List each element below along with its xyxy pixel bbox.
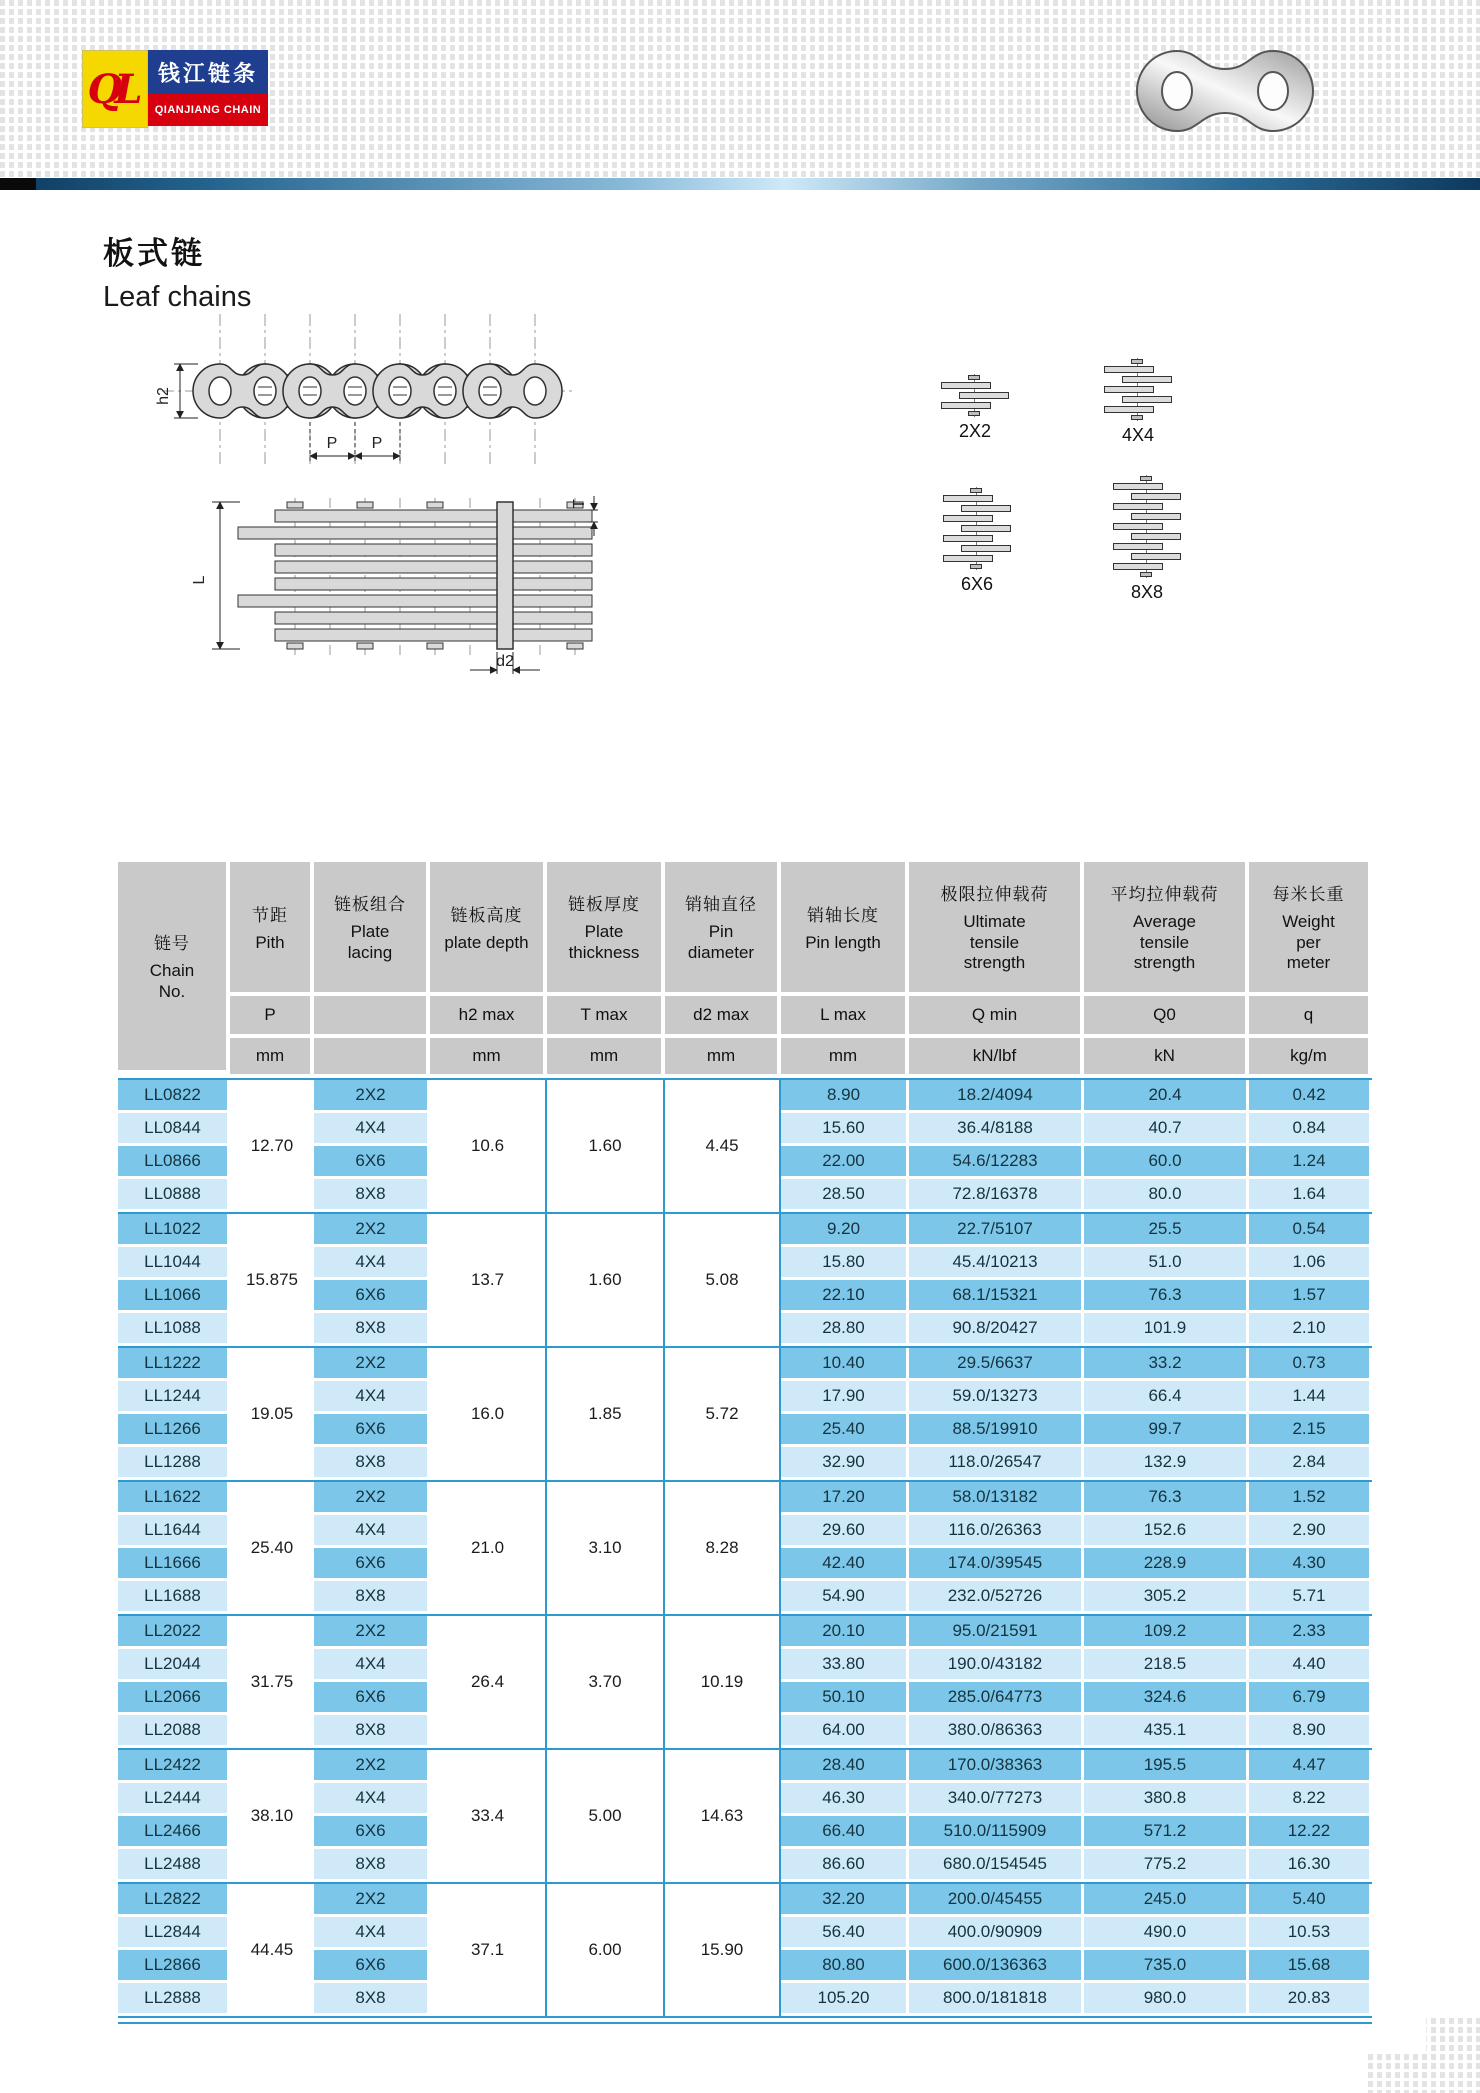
- dim-label-p1: P: [326, 435, 338, 452]
- header-weight: 每米长重 Weight per meter: [1249, 862, 1372, 996]
- weight-cell: 5.40: [1249, 1884, 1372, 1917]
- pin-cap: [968, 375, 980, 380]
- ultimate-strength-cell: 190.0/43182: [909, 1649, 1084, 1682]
- ultimate-strength-cell: 174.0/39545: [909, 1548, 1084, 1581]
- plate-bar: [1122, 376, 1172, 383]
- lacing-cell: 2X2: [314, 1348, 430, 1381]
- lacing-cell: 8X8: [314, 1983, 430, 2016]
- header-ultimate: 极限拉伸载荷 Ultimate tensile strength: [909, 862, 1084, 996]
- pin-length-cell: 8.90: [781, 1080, 909, 1113]
- chain-no-cell: LL2466: [118, 1816, 230, 1849]
- plate-bar: [1104, 386, 1154, 393]
- lacing-cell: 6X6: [314, 1816, 430, 1849]
- weight-cell: 15.68: [1249, 1950, 1372, 1983]
- chain-no-cell: LL0866: [118, 1146, 230, 1179]
- ultimate-strength-cell: 88.5/19910: [909, 1414, 1084, 1447]
- average-strength-cell: 60.0: [1084, 1146, 1249, 1179]
- header-unit-pin-diameter: mm: [665, 1038, 781, 1074]
- chain-group: [118, 1882, 1372, 2018]
- header-symbol-lacing: [314, 996, 430, 1038]
- header-chain-no: 链号 Chain No.: [118, 862, 230, 1074]
- ultimate-strength-cell: 680.0/154545: [909, 1849, 1084, 1882]
- plate-thickness-cell: 1.85: [547, 1348, 665, 1480]
- plate-bar: [1122, 396, 1172, 403]
- lacing-plates-8x8: [1113, 483, 1181, 570]
- header-symbol-ultimate: Q min: [909, 996, 1084, 1038]
- pin-length-cell: 80.80: [781, 1950, 909, 1983]
- weight-cell: 0.42: [1249, 1080, 1372, 1113]
- lacing-cell: 6X6: [314, 1682, 430, 1715]
- table-header: [118, 862, 1372, 1074]
- ultimate-strength-cell: 400.0/90909: [909, 1917, 1084, 1950]
- header-plate-depth: 链板高度 plate depth: [430, 862, 547, 996]
- lacing-cell: 6X6: [314, 1950, 430, 1983]
- weight-cell: 2.10: [1249, 1313, 1372, 1346]
- chain-no-cell: LL2088: [118, 1715, 230, 1748]
- pin-length-cell: 46.30: [781, 1783, 909, 1816]
- chain-no-cell: LL1644: [118, 1515, 230, 1548]
- plate-bar: [941, 382, 991, 389]
- pin-length-cell: 56.40: [781, 1917, 909, 1950]
- chain-no-cell: LL2422: [118, 1750, 230, 1783]
- ultimate-strength-cell: 36.4/8188: [909, 1113, 1084, 1146]
- header-unit-weight: kg/m: [1249, 1038, 1372, 1074]
- weight-cell: 12.22: [1249, 1816, 1372, 1849]
- weight-cell: 8.90: [1249, 1715, 1372, 1748]
- weight-cell: 2.84: [1249, 1447, 1372, 1480]
- plate-bar: [943, 495, 993, 502]
- header-unit-ultimate: kN/lbf: [909, 1038, 1084, 1074]
- pin-length-cell: 28.50: [781, 1179, 909, 1212]
- pin-diameter-cell: 14.63: [665, 1750, 781, 1882]
- pitch-cell: 19.05: [230, 1348, 314, 1480]
- ultimate-strength-cell: 380.0/86363: [909, 1715, 1084, 1748]
- page-title-en: Leaf chains: [103, 281, 252, 313]
- pin-length-cell: 22.10: [781, 1280, 909, 1313]
- plate-bar: [1113, 563, 1163, 570]
- plate-thickness-cell: 3.10: [547, 1482, 665, 1614]
- pin-length-cell: 42.40: [781, 1548, 909, 1581]
- pitch-cell: 38.10: [230, 1750, 314, 1882]
- pin-length-cell: 86.60: [781, 1849, 909, 1882]
- plate-bar: [961, 505, 1011, 512]
- lacing-diagram-4x4: [1103, 366, 1173, 446]
- pin-cap: [1131, 415, 1143, 420]
- plate-thickness-cell: 1.60: [547, 1080, 665, 1212]
- chain-no-cell: LL2488: [118, 1849, 230, 1882]
- plate-bar: [1113, 543, 1163, 550]
- lacing-diagram-2x2: [940, 382, 1010, 442]
- average-strength-cell: 218.5: [1084, 1649, 1249, 1682]
- average-strength-cell: 76.3: [1084, 1280, 1249, 1313]
- plate-thickness-cell: 1.60: [547, 1214, 665, 1346]
- weight-cell: 10.53: [1249, 1917, 1372, 1950]
- average-strength-cell: 152.6: [1084, 1515, 1249, 1548]
- chain-no-cell: LL1666: [118, 1548, 230, 1581]
- header-plate-thickness: 链板厚度 Plate thickness: [547, 862, 665, 996]
- ultimate-strength-cell: 600.0/136363: [909, 1950, 1084, 1983]
- header-unit-plate-thickness: mm: [547, 1038, 665, 1074]
- chain-plan-view-diagram: [140, 492, 600, 680]
- lacing-plates-4x4: [1104, 366, 1172, 413]
- ultimate-strength-cell: 58.0/13182: [909, 1482, 1084, 1515]
- pitch-cell: 31.75: [230, 1616, 314, 1748]
- chain-group: [118, 1480, 1372, 1614]
- pitch-cell: 44.45: [230, 1884, 314, 2016]
- weight-cell: 4.30: [1249, 1548, 1372, 1581]
- average-strength-cell: 735.0: [1084, 1950, 1249, 1983]
- chain-plate-icon: [1125, 45, 1325, 140]
- weight-cell: 0.73: [1249, 1348, 1372, 1381]
- chain-group: [118, 1614, 1372, 1748]
- ultimate-strength-cell: 340.0/77273: [909, 1783, 1084, 1816]
- plate-bar: [1104, 406, 1154, 413]
- average-strength-cell: 571.2: [1084, 1816, 1249, 1849]
- weight-cell: 2.15: [1249, 1414, 1372, 1447]
- page-title-cn: 板式链: [103, 236, 205, 271]
- average-strength-cell: 132.9: [1084, 1447, 1249, 1480]
- pin-length-cell: 32.90: [781, 1447, 909, 1480]
- header-unit-pitch: mm: [230, 1038, 314, 1074]
- lacing-cell: 6X6: [314, 1414, 430, 1447]
- plate-depth-cell: 33.4: [430, 1750, 547, 1882]
- ultimate-strength-cell: 285.0/64773: [909, 1682, 1084, 1715]
- weight-cell: 0.84: [1249, 1113, 1372, 1146]
- plate-bar: [961, 525, 1011, 532]
- lacing-cell: 8X8: [314, 1447, 430, 1480]
- average-strength-cell: 66.4: [1084, 1381, 1249, 1414]
- chain-no-cell: LL2844: [118, 1917, 230, 1950]
- spec-table: [118, 862, 1372, 2024]
- divider-notch: [0, 178, 36, 190]
- header-pin-length: 销轴长度 Pin length: [781, 862, 909, 996]
- chain-group: [118, 1078, 1372, 1212]
- chain-no-cell: LL1266: [118, 1414, 230, 1447]
- plate-depth-cell: 13.7: [430, 1214, 547, 1346]
- average-strength-cell: 380.8: [1084, 1783, 1249, 1816]
- weight-cell: 0.54: [1249, 1214, 1372, 1247]
- pitch-cell: 15.875: [230, 1214, 314, 1346]
- pin-cap: [1140, 572, 1152, 577]
- plate-bar: [943, 515, 993, 522]
- ultimate-strength-cell: 118.0/26547: [909, 1447, 1084, 1480]
- divider-bar: [0, 178, 1480, 190]
- header-symbol-pin-length: L max: [781, 996, 909, 1038]
- header-average: 平均拉伸载荷 Average tensile strength: [1084, 862, 1249, 996]
- lacing-cell: 4X4: [314, 1649, 430, 1682]
- plate-thickness-cell: 6.00: [547, 1884, 665, 2016]
- lacing-label-6x6: 6X6: [960, 574, 994, 594]
- average-strength-cell: 490.0: [1084, 1917, 1249, 1950]
- average-strength-cell: 245.0: [1084, 1884, 1249, 1917]
- average-strength-cell: 980.0: [1084, 1983, 1249, 2016]
- chain-no-cell: LL1622: [118, 1482, 230, 1515]
- plate-bar: [1104, 366, 1154, 373]
- average-strength-cell: 51.0: [1084, 1247, 1249, 1280]
- lacing-cell: 6X6: [314, 1280, 430, 1313]
- header-unit-plate-depth: mm: [430, 1038, 547, 1074]
- average-strength-cell: 40.7: [1084, 1113, 1249, 1146]
- pin-cap: [1131, 359, 1143, 364]
- dim-label-L: L: [191, 575, 208, 585]
- plate-bar: [1131, 493, 1181, 500]
- chain-no-cell: LL1022: [118, 1214, 230, 1247]
- plate-bar: [1131, 533, 1181, 540]
- plate-bar: [961, 545, 1011, 552]
- weight-cell: 1.06: [1249, 1247, 1372, 1280]
- pin-length-cell: 28.40: [781, 1750, 909, 1783]
- pin-length-cell: 9.20: [781, 1214, 909, 1247]
- lacing-cell: 2X2: [314, 1884, 430, 1917]
- average-strength-cell: 228.9: [1084, 1548, 1249, 1581]
- header-symbol-average: Q0: [1084, 996, 1249, 1038]
- weight-cell: 16.30: [1249, 1849, 1372, 1882]
- chain-no-cell: LL1688: [118, 1581, 230, 1614]
- chain-no-cell: LL1244: [118, 1381, 230, 1414]
- ultimate-strength-cell: 116.0/26363: [909, 1515, 1084, 1548]
- pin-length-cell: 15.80: [781, 1247, 909, 1280]
- lacing-cell: 4X4: [314, 1381, 430, 1414]
- plate-depth-cell: 37.1: [430, 1884, 547, 2016]
- dim-label-d2: d2: [496, 653, 514, 670]
- average-strength-cell: 324.6: [1084, 1682, 1249, 1715]
- pin-length-cell: 105.20: [781, 1983, 909, 2016]
- chain-no-cell: LL2822: [118, 1884, 230, 1917]
- weight-cell: 8.22: [1249, 1783, 1372, 1816]
- pin-diameter-cell: 15.90: [665, 1884, 781, 2016]
- average-strength-cell: 99.7: [1084, 1414, 1249, 1447]
- weight-cell: 1.64: [1249, 1179, 1372, 1212]
- lacing-cell: 4X4: [314, 1917, 430, 1950]
- lacing-cell: 2X2: [314, 1482, 430, 1515]
- weight-cell: 1.44: [1249, 1381, 1372, 1414]
- plate-bar: [959, 392, 1009, 399]
- lacing-cell: 8X8: [314, 1715, 430, 1748]
- ultimate-strength-cell: 90.8/20427: [909, 1313, 1084, 1346]
- ultimate-strength-cell: 59.0/13273: [909, 1381, 1084, 1414]
- header-symbol-plate-thickness: T max: [547, 996, 665, 1038]
- ultimate-strength-cell: 170.0/38363: [909, 1750, 1084, 1783]
- header-unit-lacing: [314, 1038, 430, 1074]
- weight-cell: 4.40: [1249, 1649, 1372, 1682]
- header-symbol-pin-diameter: d2 max: [665, 996, 781, 1038]
- ultimate-strength-cell: 18.2/4094: [909, 1080, 1084, 1113]
- weight-cell: 2.33: [1249, 1616, 1372, 1649]
- lacing-plates-2x2: [941, 382, 1009, 409]
- pin-length-cell: 25.40: [781, 1414, 909, 1447]
- header-symbol-pitch: P: [230, 996, 314, 1038]
- plate-depth-cell: 10.6: [430, 1080, 547, 1212]
- pin-length-cell: 54.90: [781, 1581, 909, 1614]
- header-pitch: 节距 Pith: [230, 862, 314, 996]
- plate-bar: [941, 402, 991, 409]
- pin-cap: [970, 488, 982, 493]
- plate-depth-cell: 16.0: [430, 1348, 547, 1480]
- ultimate-strength-cell: 29.5/6637: [909, 1348, 1084, 1381]
- ultimate-strength-cell: 22.7/5107: [909, 1214, 1084, 1247]
- chain-no-cell: LL1044: [118, 1247, 230, 1280]
- pin-diameter-cell: 5.08: [665, 1214, 781, 1346]
- lacing-cell: 6X6: [314, 1146, 430, 1179]
- weight-cell: 4.47: [1249, 1750, 1372, 1783]
- lacing-label-2x2: 2X2: [958, 421, 992, 441]
- plate-thickness-cell: 5.00: [547, 1750, 665, 1882]
- lacing-cell: 4X4: [314, 1113, 430, 1146]
- pin-length-cell: 32.20: [781, 1884, 909, 1917]
- average-strength-cell: 109.2: [1084, 1616, 1249, 1649]
- ultimate-strength-cell: 800.0/181818: [909, 1983, 1084, 2016]
- company-name-cn: 钱江链条: [148, 50, 268, 94]
- chain-no-cell: LL1088: [118, 1313, 230, 1346]
- lacing-cell: 8X8: [314, 1179, 430, 1212]
- dim-label-T: T: [571, 499, 588, 509]
- chain-no-cell: LL0888: [118, 1179, 230, 1212]
- lacing-label-8x8: 8X8: [1130, 582, 1164, 602]
- logo-monogram-icon: QL: [87, 65, 135, 113]
- plate-bar: [1113, 503, 1163, 510]
- chain-no-cell: LL1222: [118, 1348, 230, 1381]
- ultimate-strength-cell: 72.8/16378: [909, 1179, 1084, 1212]
- lacing-diagram-8x8: [1112, 483, 1182, 603]
- average-strength-cell: 80.0: [1084, 1179, 1249, 1212]
- pin-length-cell: 20.10: [781, 1616, 909, 1649]
- lacing-plates-6x6: [943, 495, 1011, 562]
- pin-length-cell: 17.20: [781, 1482, 909, 1515]
- dim-label-p2: P: [371, 435, 383, 452]
- pin-length-cell: 33.80: [781, 1649, 909, 1682]
- plate-bar: [1113, 483, 1163, 490]
- lacing-cell: 4X4: [314, 1515, 430, 1548]
- page-header: [0, 0, 1480, 178]
- header-symbol-weight: q: [1249, 996, 1372, 1038]
- lacing-cell: 8X8: [314, 1849, 430, 1882]
- pin-length-cell: 66.40: [781, 1816, 909, 1849]
- header-unit-pin-length: mm: [781, 1038, 909, 1074]
- pin-diameter-cell: 5.72: [665, 1348, 781, 1480]
- lacing-cell: 4X4: [314, 1783, 430, 1816]
- chain-no-cell: LL2444: [118, 1783, 230, 1816]
- chain-no-cell: LL2866: [118, 1950, 230, 1983]
- chain-no-cell: LL0844: [118, 1113, 230, 1146]
- chain-no-cell: LL2066: [118, 1682, 230, 1715]
- ultimate-strength-cell: 200.0/45455: [909, 1884, 1084, 1917]
- pin-cap: [968, 411, 980, 416]
- dim-label-h2: h2: [155, 387, 172, 405]
- pin-diameter-cell: 8.28: [665, 1482, 781, 1614]
- weight-cell: 1.24: [1249, 1146, 1372, 1179]
- logo-monogram-box: [82, 50, 148, 128]
- chain-group: [118, 1212, 1372, 1346]
- chain-no-cell: LL0822: [118, 1080, 230, 1113]
- plate-depth-cell: 21.0: [430, 1482, 547, 1614]
- lacing-cell: 2X2: [314, 1080, 430, 1113]
- chain-group: [118, 1748, 1372, 1882]
- pin-diameter-cell: 10.19: [665, 1616, 781, 1748]
- header-symbol-plate-depth: h2 max: [430, 996, 547, 1038]
- lacing-cell: 4X4: [314, 1247, 430, 1280]
- pin-length-cell: 10.40: [781, 1348, 909, 1381]
- average-strength-cell: 775.2: [1084, 1849, 1249, 1882]
- average-strength-cell: 101.9: [1084, 1313, 1249, 1346]
- ultimate-strength-cell: 45.4/10213: [909, 1247, 1084, 1280]
- pin-length-cell: 50.10: [781, 1682, 909, 1715]
- header-pin-diameter: 销轴直径 Pin diameter: [665, 862, 781, 996]
- corner-dots-pattern: [1368, 2018, 1480, 2093]
- pin-length-cell: 17.90: [781, 1381, 909, 1414]
- plate-bar: [943, 535, 993, 542]
- lacing-label-4x4: 4X4: [1121, 425, 1155, 445]
- average-strength-cell: 25.5: [1084, 1214, 1249, 1247]
- chain-side-view-diagram: [140, 296, 580, 496]
- lacing-cell: 2X2: [314, 1616, 430, 1649]
- lacing-cell: 8X8: [314, 1581, 430, 1614]
- chain-no-cell: LL2022: [118, 1616, 230, 1649]
- pin-length-cell: 28.80: [781, 1313, 909, 1346]
- brand-logo: [82, 50, 268, 128]
- table-body: [118, 1078, 1372, 2024]
- average-strength-cell: 20.4: [1084, 1080, 1249, 1113]
- ultimate-strength-cell: 510.0/115909: [909, 1816, 1084, 1849]
- lacing-cell: 8X8: [314, 1313, 430, 1346]
- pin-cap: [1140, 476, 1152, 481]
- pitch-cell: 12.70: [230, 1080, 314, 1212]
- lacing-cell: 2X2: [314, 1214, 430, 1247]
- logo-wordmark: [148, 50, 268, 128]
- average-strength-cell: 33.2: [1084, 1348, 1249, 1381]
- plate-bar: [943, 555, 993, 562]
- pin-length-cell: 29.60: [781, 1515, 909, 1548]
- average-strength-cell: 305.2: [1084, 1581, 1249, 1614]
- ultimate-strength-cell: 95.0/21591: [909, 1616, 1084, 1649]
- average-strength-cell: 195.5: [1084, 1750, 1249, 1783]
- weight-cell: 20.83: [1249, 1983, 1372, 2016]
- pin-diameter-cell: 4.45: [665, 1080, 781, 1212]
- pin-length-cell: 15.60: [781, 1113, 909, 1146]
- chain-no-cell: LL2888: [118, 1983, 230, 2016]
- chain-no-cell: LL2044: [118, 1649, 230, 1682]
- ultimate-strength-cell: 68.1/15321: [909, 1280, 1084, 1313]
- pin-length-cell: 64.00: [781, 1715, 909, 1748]
- pin-cap: [970, 564, 982, 569]
- average-strength-cell: 435.1: [1084, 1715, 1249, 1748]
- weight-cell: 5.71: [1249, 1581, 1372, 1614]
- lacing-cell: 2X2: [314, 1750, 430, 1783]
- plate-thickness-cell: 3.70: [547, 1616, 665, 1748]
- plate-bar: [1131, 513, 1181, 520]
- pitch-cell: 25.40: [230, 1482, 314, 1614]
- chain-no-cell: LL1066: [118, 1280, 230, 1313]
- weight-cell: 2.90: [1249, 1515, 1372, 1548]
- pin-length-cell: 22.00: [781, 1146, 909, 1179]
- ultimate-strength-cell: 232.0/52726: [909, 1581, 1084, 1614]
- average-strength-cell: 76.3: [1084, 1482, 1249, 1515]
- chain-no-cell: LL1288: [118, 1447, 230, 1480]
- header-lacing: 链板组合 Plate lacing: [314, 862, 430, 996]
- lacing-cell: 6X6: [314, 1548, 430, 1581]
- chain-group: [118, 1346, 1372, 1480]
- ultimate-strength-cell: 54.6/12283: [909, 1146, 1084, 1179]
- plate-depth-cell: 26.4: [430, 1616, 547, 1748]
- weight-cell: 1.57: [1249, 1280, 1372, 1313]
- company-name-en: QIANJIANG CHAIN: [148, 94, 268, 126]
- weight-cell: 6.79: [1249, 1682, 1372, 1715]
- plate-bar: [1113, 523, 1163, 530]
- plate-bar: [1131, 553, 1181, 560]
- weight-cell: 1.52: [1249, 1482, 1372, 1515]
- lacing-diagram-6x6: [942, 495, 1012, 595]
- header-unit-average: kN: [1084, 1038, 1249, 1074]
